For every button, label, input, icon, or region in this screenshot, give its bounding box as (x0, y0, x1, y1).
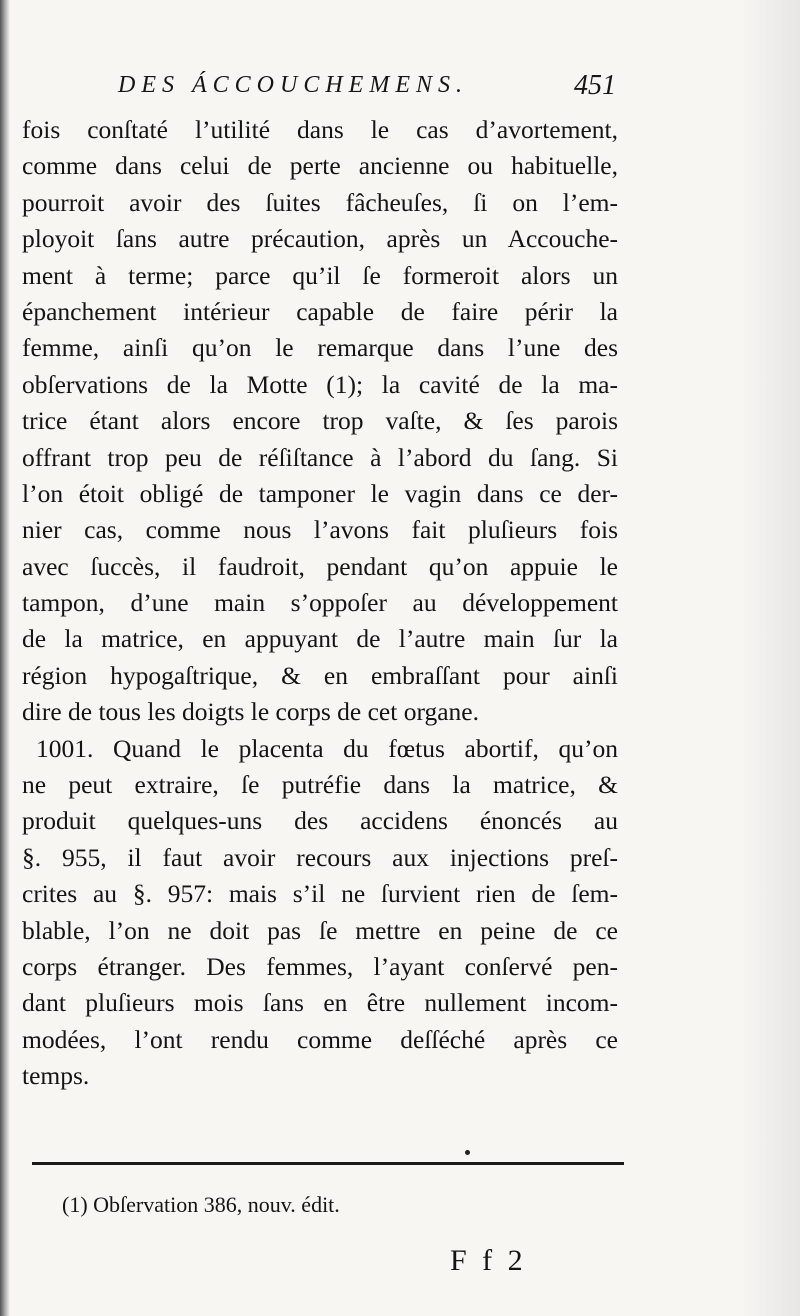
text-line: comme dans celui de perte ancienne ou habituelle, (22, 151, 618, 181)
text-line: corps étranger. Des femmes, l’ayant conſervé pen- (22, 951, 618, 981)
text-line: ployoit ſans autre précaution, après un Accouche- (22, 224, 618, 254)
text-line: obſervations de la Motte (1); la cavité de la ma- (22, 369, 618, 399)
body-text (22, 112, 618, 1095)
text-line: dant pluſieurs mois ſans en être nullement incom- (22, 988, 618, 1018)
signature-mark: F f 2 (450, 1244, 527, 1277)
page-number: 451 (574, 70, 616, 101)
paragraph-start-line: 1001. Quand le placenta du fœtus abortif, qu’on (36, 733, 618, 763)
text-line: blable, l’on ne doit pas ſe mettre en peine de ce (22, 915, 618, 945)
text-line: fois conſtaté l’utilité dans le cas d’avortement, (22, 115, 618, 144)
footnote-rule (32, 1162, 624, 1165)
text-line: avec ſuccès, il faudroit, pendant qu’on appuie le (22, 551, 618, 581)
text-line: trice étant alors encore trop vaſte, & ſes parois (22, 406, 618, 436)
text-line: nier cas, comme nous l’avons fait pluſieurs fois (22, 515, 618, 545)
text-line: de la matrice, en appuyant de l’autre main ſur la (22, 624, 618, 654)
text-line: crites au §. 957: mais s’il ne ſurvient rien de ſem- (22, 879, 618, 909)
text-line: région hypogaſtrique, & en embraſſant pour ainſi (22, 660, 618, 690)
running-head (118, 72, 618, 106)
ink-dot (465, 1150, 470, 1155)
text-line: tampon, d’une main s’oppoſer au développement (22, 588, 618, 618)
running-title: DES ÁCCOUCHEMENS. (118, 72, 468, 98)
text-line: dire de tous les doigts le corps de cet organe. (22, 697, 479, 727)
text-line: temps. (22, 1061, 90, 1091)
text-line: pourroit avoir des ſuites fâcheuſes, ſi on l’em- (22, 187, 618, 217)
text-line: modées, l’ont rendu comme deſſéché après ce (22, 1024, 618, 1054)
text-line: l’on étoit obligé de tamponer le vagin dans ce der- (22, 478, 618, 508)
text-line: ne peut extraire, ſe putréfie dans la matrice, & (22, 770, 618, 800)
text-line: ment à terme; parce qu’il ſe formeroit alors un (22, 260, 618, 290)
footnote: (1) Obſervation 386, nouv. édit. (62, 1192, 340, 1217)
text-line: offrant trop peu de réſiſtance à l’abord du ſang. Si (22, 442, 618, 472)
text-line: produit quelques-uns des accidens énoncés au (22, 806, 618, 836)
text-line: épanchement intérieur capable de faire périr la (22, 296, 618, 326)
text-line: §. 955, il faut avoir recours aux injections preſ- (22, 842, 618, 872)
text-line: femme, ainſi qu’on le remarque dans l’une des (22, 333, 618, 363)
